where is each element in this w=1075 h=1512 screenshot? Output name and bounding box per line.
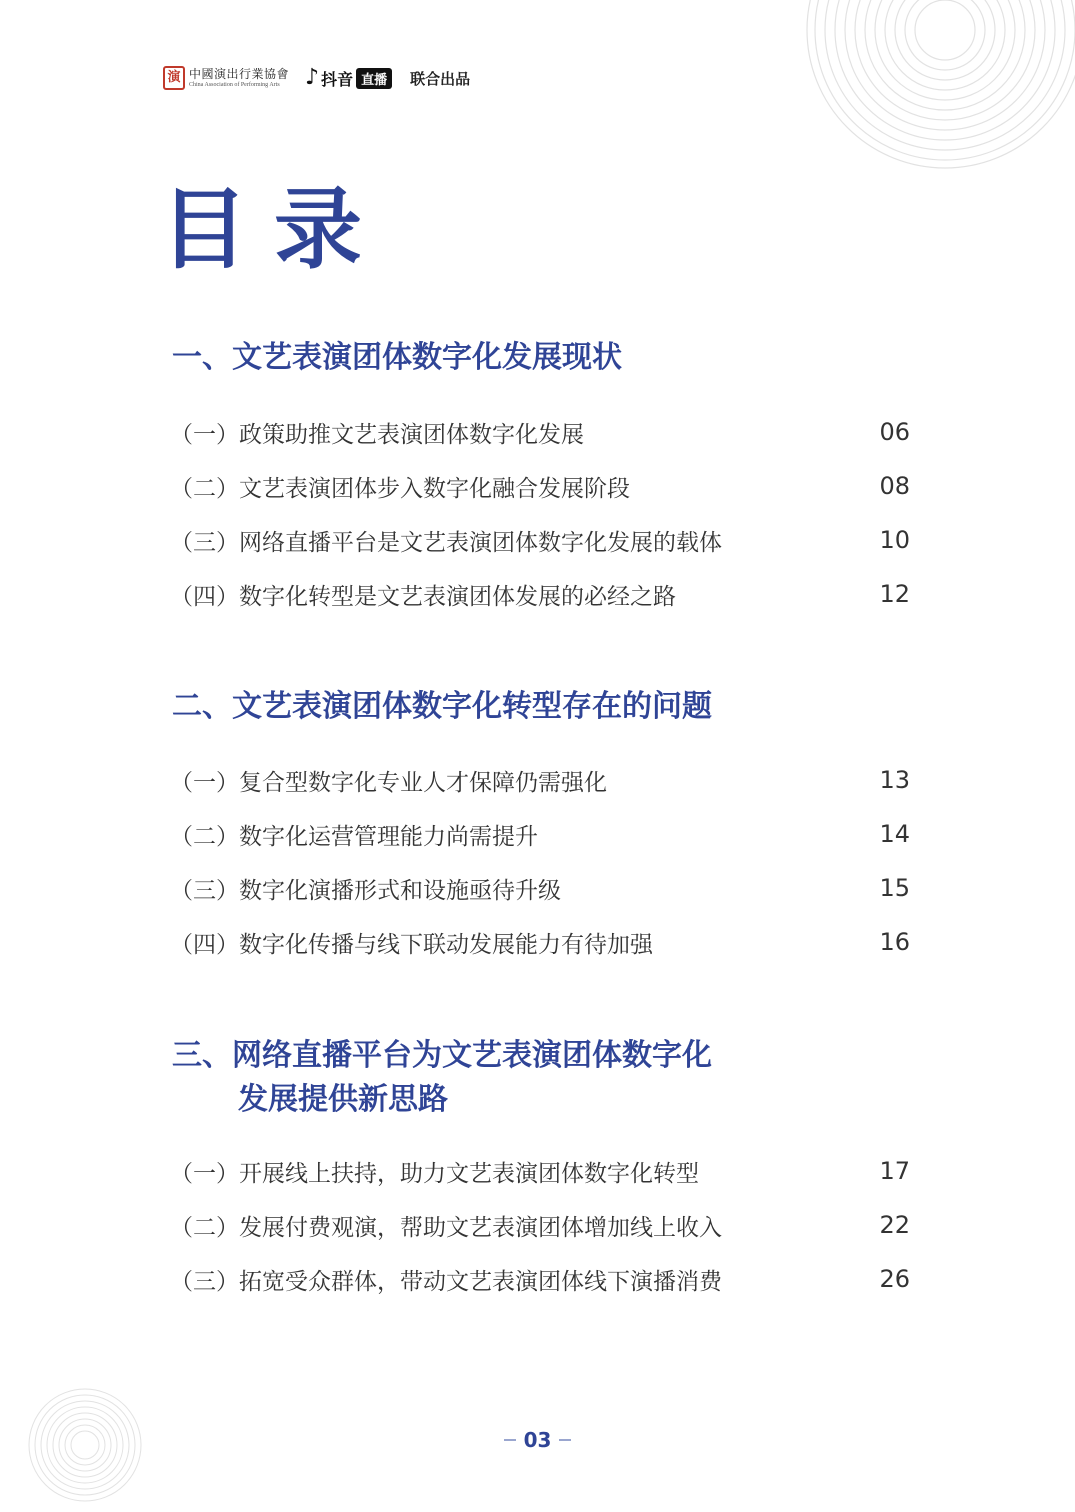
cpaa-seal-icon: 演	[163, 66, 185, 90]
toc-entry-label: （四）数字化传播与线下联动发展能力有待加强	[170, 931, 653, 958]
douyin-live-logo	[305, 67, 392, 90]
toc-entry[interactable]	[170, 762, 910, 798]
toc-entry-page: 26	[879, 1265, 910, 1293]
footer-dash-right	[559, 1439, 571, 1441]
toc-entry-label: （三）网络直播平台是文艺表演团体数字化发展的载体	[170, 529, 722, 556]
toc-entry-label: （一）开展线上扶持，助力文艺表演团体数字化转型	[170, 1160, 699, 1187]
toc-entry[interactable]	[170, 1153, 910, 1189]
toc-entry-page: 15	[879, 874, 910, 902]
toc-entry-page: 12	[879, 580, 910, 608]
toc-entry-label: （一）政策助推文艺表演团体数字化发展	[170, 421, 584, 448]
douyin-live-badge: 直播	[356, 68, 392, 89]
toc-entry[interactable]	[170, 522, 910, 558]
section-title-2: 二、文艺表演团体数字化转型存在的问题	[172, 689, 712, 724]
toc-entry-page: 17	[879, 1157, 910, 1185]
page-footer	[0, 1428, 1075, 1452]
page-title: 目录	[160, 178, 389, 281]
douyin-name: 抖音	[321, 69, 354, 89]
header-logos	[163, 62, 470, 94]
toc-entry-page: 08	[879, 472, 910, 500]
section-title-3-line2: 发展提供新思路	[238, 1082, 448, 1117]
toc-entry-label: （三）拓宽受众群体，带动文艺表演团体线下演播消费	[170, 1268, 722, 1295]
cpaa-logo	[163, 66, 289, 90]
toc-entry[interactable]	[170, 468, 910, 504]
cpaa-english-name: China Association of Performing Arts	[189, 82, 280, 88]
toc-entry[interactable]	[170, 414, 910, 450]
toc-entry[interactable]	[170, 870, 910, 906]
toc-entry[interactable]	[170, 576, 910, 612]
joint-production-label: 联合出品	[410, 69, 471, 88]
page-number: 03	[523, 1428, 552, 1452]
toc-entry-label: （一）复合型数字化专业人才保障仍需强化	[170, 769, 607, 796]
toc-entry[interactable]	[170, 816, 910, 852]
toc-entry[interactable]	[170, 924, 910, 960]
cpaa-text	[189, 67, 289, 89]
toc-entry[interactable]	[170, 1261, 910, 1297]
toc-entry[interactable]	[170, 1207, 910, 1243]
concentric-circles-decoration	[730, 0, 1075, 175]
toc-entry-page: 13	[879, 766, 910, 794]
toc-entry-page: 10	[879, 526, 910, 554]
toc-entry-label: （二）发展付费观演，帮助文艺表演团体增加线上收入	[170, 1214, 722, 1241]
section-title-3	[172, 1034, 712, 1122]
cpaa-name: 中國演出行業協會	[189, 67, 290, 81]
footer-dash-left	[504, 1439, 516, 1441]
toc-entry-page: 06	[879, 418, 910, 446]
toc-entry-label: （二）文艺表演团体步入数字化融合发展阶段	[170, 475, 630, 502]
toc-entry-label: （二）数字化运营管理能力尚需提升	[170, 823, 538, 850]
toc-entry-page: 16	[879, 928, 910, 956]
douyin-note-icon: ♪	[305, 65, 320, 90]
toc-entry-label: （四）数字化转型是文艺表演团体发展的必经之路	[170, 583, 676, 610]
toc-entry-label: （三）数字化演播形式和设施亟待升级	[170, 877, 561, 904]
section-title-1: 一、文艺表演团体数字化发展现状	[172, 340, 622, 375]
section-title-3-line1: 三、网络直播平台为文艺表演团体数字化	[172, 1038, 712, 1073]
toc-entry-page: 22	[879, 1211, 910, 1239]
toc-entry-page: 14	[879, 820, 910, 848]
